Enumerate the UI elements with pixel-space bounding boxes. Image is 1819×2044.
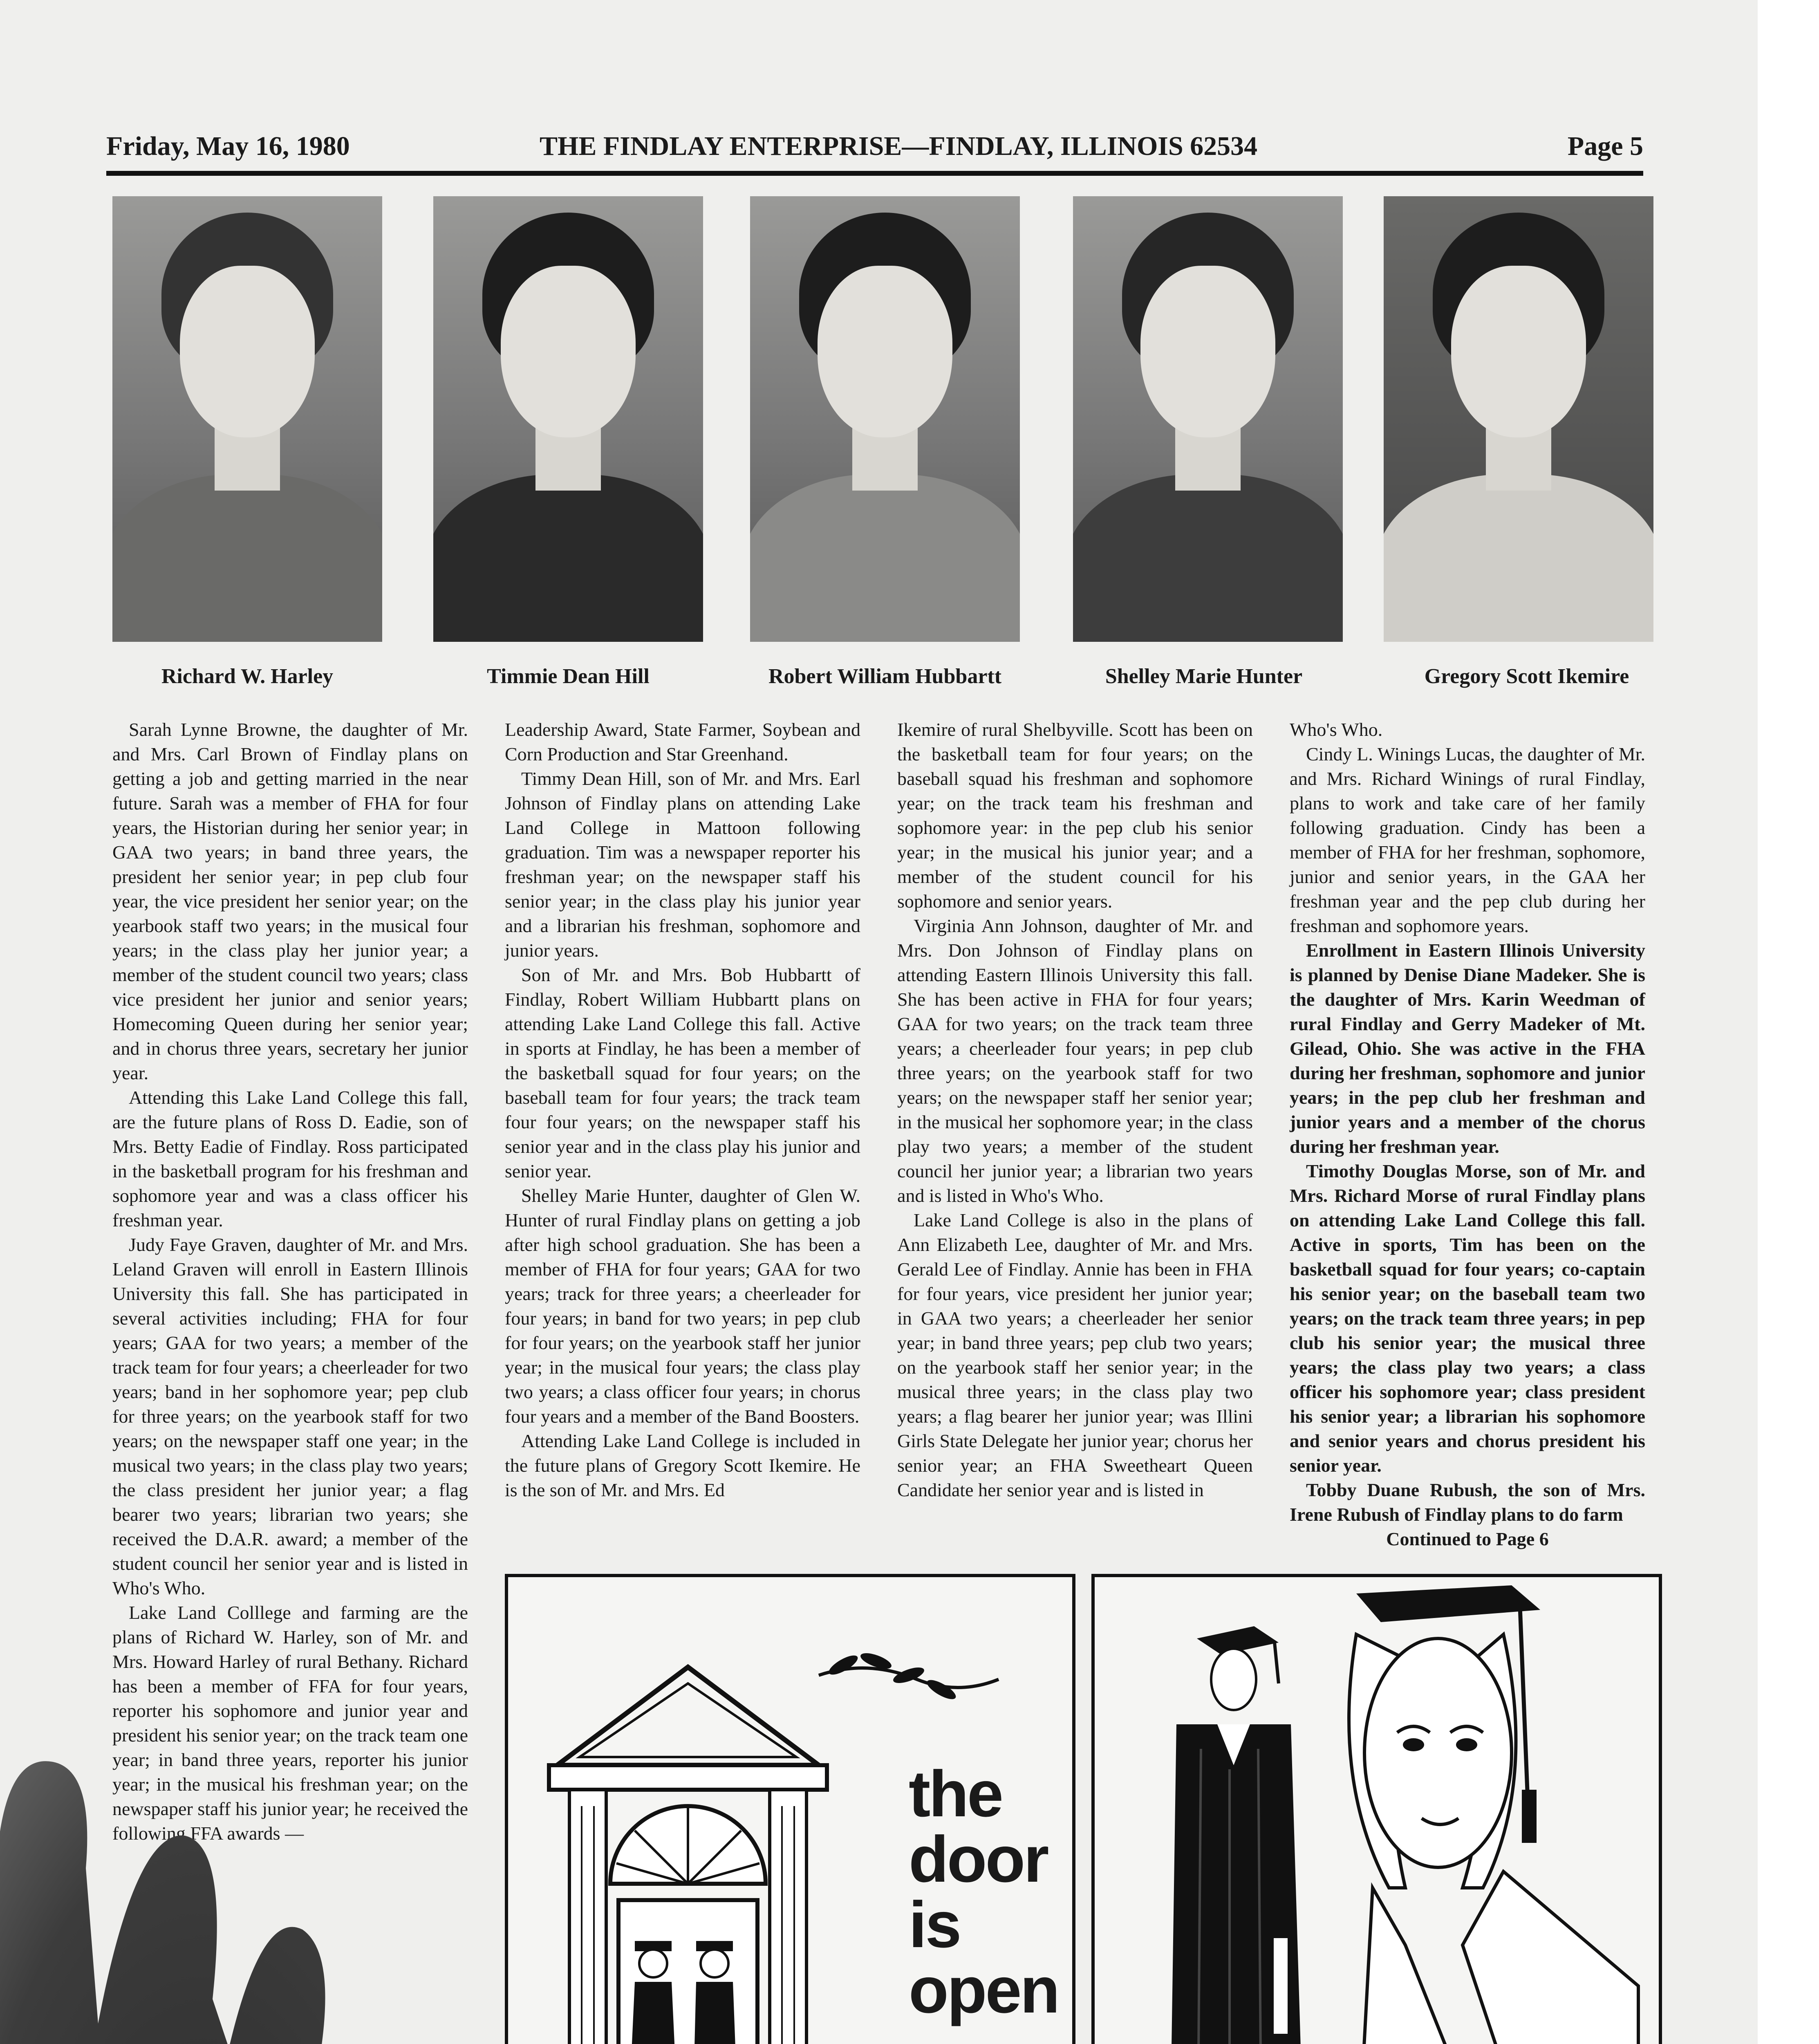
photo-caption: Timmie Dean Hill xyxy=(487,665,650,688)
newspaper-title: THE FINDLAY ENTERPRISE—FINDLAY, ILLINOIS 62534 xyxy=(540,131,1258,161)
article-column-3 xyxy=(897,717,1253,1502)
portrait-photo-hubbartt xyxy=(750,196,1020,642)
article-column-1 xyxy=(112,717,468,1846)
masthead xyxy=(106,131,1643,176)
photo-caption: Richard W. Harley xyxy=(161,665,334,688)
article-paragraph: Attending Lake Land College is included in the future plans of Gregory Scott Ikemire. He is the son of Mr. and Mrs. Ed xyxy=(505,1430,860,1500)
article-paragraph: Ikemire of rural Shelbyville. Scott has been on the basketball team for four years; on the baseball squad his freshman and sophomore year; on the track team his freshman and sophomore year: in the pep club his senior year; in the musical his junior year; and a member of the student council for his sophomore and senior years. xyxy=(897,719,1253,912)
article-paragraph: Virginia Ann Johnson, daughter of Mr. and Mrs. Don Johnson of Findlay plans on attending Eastern Illinois University this fall. She has been active in FHA for four years; GAA for two years; on the track team three years; a cheerleader four years; in pep club three years; on the yearbook staff for two years; on the newspaper staff her senior year; in the musical her sophomore year; in the class play two years; a member of the student council her junior year; a librarian two years and is listed in Who's Who. xyxy=(897,915,1253,1206)
photo-caption: Robert William Hubbartt xyxy=(768,665,1002,688)
graduates-illustration xyxy=(1095,1577,1659,2044)
article-paragraph: Lake Land Colllege and farming are the plans of Richard W. Harley, son of Mr. and Mrs. Howard Harley of rural Bethany. Richard has been a member of FFA for four years, reporter his sophomore and junior year and president his senior year; on the track team one year; in band three years, reporter his junior year; in the musical his freshman year; on the newspaper staff his junior year; he received the following FFA awards — xyxy=(112,1602,468,1844)
article-paragraph: Lake Land College is also in the plans of Ann Elizabeth Lee, daughter of Mr. and Mrs. Gerald Lee of Findlay. Annie has been in FHA for four years, vice president her junior year; in GAA two years; a cheerleader her senior year; in band three years; pep club two years; on the yearbook staff her senior year; in the musical three years; in the class play two years; a flag bearer her junior year; was Illini Girls State Delegate her junior year; chorus her senior year; an FHA Sweetheart Queen Candidate her senior year and is listed in xyxy=(897,1210,1253,1500)
article-paragraph: Timmy Dean Hill, son of Mr. and Mrs. Earl Johnson of Findlay plans on attending Lake Land College in Mattoon following graduation. Tim was a newspaper reporter his freshman year; on the newspaper staff his senior year; in the class play his junior year and a librarian his freshman, sophomore and junior years. xyxy=(505,768,860,961)
ad-headline xyxy=(909,1757,1059,2026)
article-paragraph: Enrollment in Eastern Illinois University is planned by Denise Diane Madeker. She is the daughter of Mrs. Karin Weedman of rural Findlay and Gerry Madeker of Mt. Gilead, Ohio. She was active in the FHA during her freshman, sophomore and junior years; in the pep club her freshman and junior years and a member of the chorus during her freshman year. xyxy=(1290,940,1645,1157)
article-paragraph: Sarah Lynne Browne, the daughter of Mr. and Mrs. Carl Brown of Findlay plans on getting a job and getting married in the near future. Sarah was a member of FHA for four years, the Historian during her senior year; in GAA two years; in band three years, the president her senior year; in pep club four year, the vice president her senior year; on the yearbook staff two years; in the musical four years; in the class play her junior year; a member of the student council two years; class vice president her junior and senior years; Homecoming Queen during her senior year; and in chorus three years, secretary her junior year. xyxy=(112,719,468,1083)
portrait-photo-harley xyxy=(112,196,382,642)
article-paragraph: Shelley Marie Hunter, daughter of Glen W. Hunter of rural Findlay plans on getting a job after high school graduation. She has been a member of FHA for four years; GAA for two years; track for three years; a cheerleader for four years; in band for two years; in pep club for four years; on the yearbook staff her junior year; in the musical four years; the class play two years; a class officer four years; in chorus four years and a member of the Band Boosters. xyxy=(505,1185,860,1427)
masthead-rule xyxy=(106,171,1643,176)
article-paragraph: Attending this Lake Land College this fall, are the future plans of Ross D. Eadie, son of Mrs. Betty Eadie of Findlay. Ross participated in the basketball program for his freshman and sophomore year and was a class officer his freshman year. xyxy=(112,1087,468,1230)
advertisement-house-that-jack-built xyxy=(505,1574,1075,2044)
photo-caption: Gregory Scott Ikemire xyxy=(1424,665,1629,688)
photo-caption: Shelley Marie Hunter xyxy=(1105,665,1303,688)
article-paragraph: Son of Mr. and Mrs. Bob Hubbartt of Findlay, Robert William Hubbartt plans on attending Lake Land College this fall. Active in sports at Findlay, he has been a member of the basketball squad for four years; on the baseball team for four years; the track team four four years; on the newspaper staff his senior year and in the class play his junior and senior year. xyxy=(505,964,860,1181)
continued-notice: Continued to Page 6 xyxy=(1386,1529,1549,1549)
article-paragraph: Who's Who. xyxy=(1290,719,1383,740)
article-column-4 xyxy=(1290,717,1645,1551)
portrait-photo-hunter xyxy=(1073,196,1343,642)
article-paragraph: Tobby Duane Rubush, the son of Mrs. Irene Rubush of Findlay plans to do farm xyxy=(1290,1479,1645,1525)
portrait-photo-ikemire xyxy=(1384,196,1653,642)
headline-word: is xyxy=(909,1888,960,1961)
page-number: Page 5 xyxy=(1567,131,1643,161)
headline-word: the xyxy=(909,1757,1002,1830)
headline-word: door xyxy=(909,1822,1048,1896)
advertisement-findlay-star-market xyxy=(1091,1574,1662,2044)
scanner-hand-shadow xyxy=(0,1737,523,2044)
article-paragraph: Leadership Award, State Farmer, Soybean and Corn Production and Star Greenhand. xyxy=(505,719,860,764)
article-paragraph: Cindy L. Winings Lucas, the daughter of Mr. and Mrs. Richard Winings of rural Findlay, plans to work and take care of her family following graduation. Cindy has been a member of FHA for her freshman, sophomore, junior and senior years, in the GAA her freshman year and the pep club during her freshman and sophomore years. xyxy=(1290,744,1645,936)
article-paragraph: Timothy Douglas Morse, son of Mr. and Mrs. Richard Morse of rural Findlay plans on attending Lake Land College this fall. Active in sports, Tim has been on the basketball squad for four years; co-captain his senior year; on the baseball team two years; on the track team three years; in pep club his senior year; the musical three years; the class play two years; a class officer his sophomore year; class president his senior year; a librarian his sophomore and senior years and chorus president his senior year. xyxy=(1290,1161,1645,1476)
article-column-2 xyxy=(505,717,860,1502)
right-margin xyxy=(1758,0,1819,2044)
article-paragraph: Judy Faye Graven, daughter of Mr. and Mrs. Leland Graven will enroll in Eastern Illinois University this fall. She has participated in several activities including; FHA for four years; GAA for two years; a member of the track team for four years; a cheerleader for two years; band in her sophomore year; pep club for three years; on the yearbook staff for two years; on the newspaper staff one year; in the musical two years; in the class play two years; the class president her junior year; a flag bearer two years; librarian two years; she received the D.A.R. award; a member of the student council her senior year and is listed in Who's Who. xyxy=(112,1234,468,1598)
headline-word: open xyxy=(909,1953,1059,2026)
portrait-photo-hill xyxy=(433,196,703,642)
issue-date: Friday, May 16, 1980 xyxy=(106,131,350,161)
